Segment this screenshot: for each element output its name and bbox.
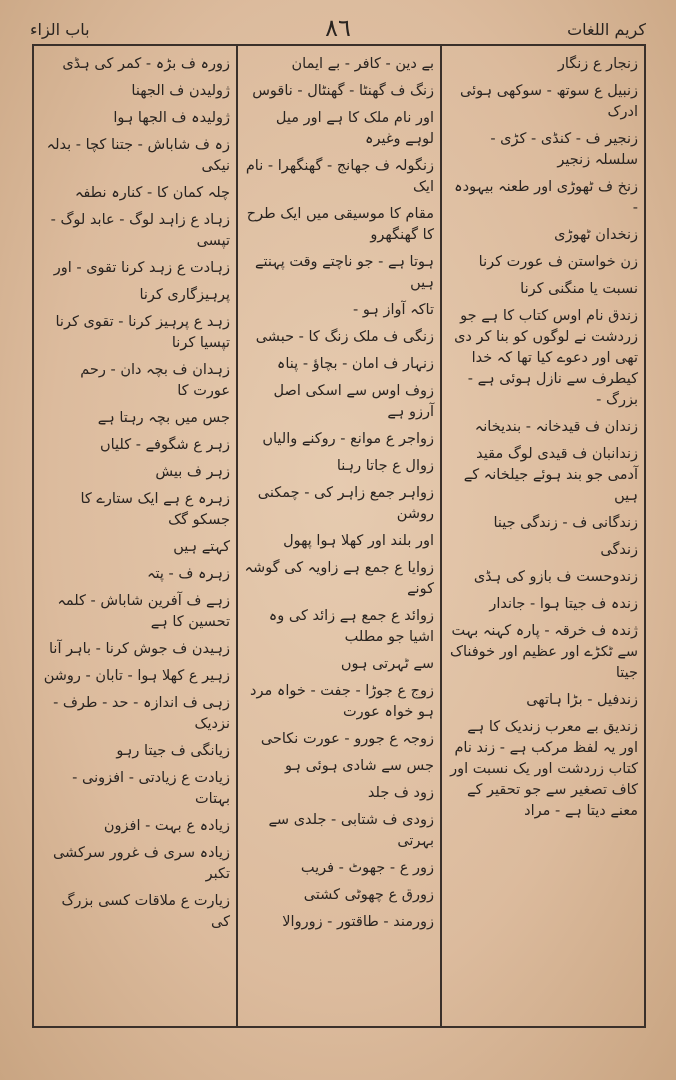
dictionary-entry: زنگ ف گھنٹا - گھنٹال - ناقوس xyxy=(252,83,434,99)
dictionary-entry: زود ف جلد xyxy=(367,785,434,801)
dictionary-entry: زہادت ع زہد کرنا تقوی - اور xyxy=(53,260,230,276)
dictionary-entry: زواجر ع موانع - روکنے والیاں xyxy=(262,431,434,447)
dictionary-entry: زیادت ع زیادتی - افزونی - بہتات xyxy=(72,770,230,807)
dictionary-entry: ہوتا ہے - جو ناچتے وقت پہنتے ہیں xyxy=(254,254,434,291)
dictionary-entry: اور نام ملک کا ہے اور میل لوہے وغیرہ xyxy=(275,110,434,147)
dictionary-entry: زندیق بے معرب زندیک کا ہے اور یہ لفظ مرکب ہے - زند نام کتاب زردشت اور یک نسبت اور کاف تصغیر سے جو تحقیر کے معنے دیتا ہے - مراد xyxy=(450,719,638,819)
dictionary-entry: زہیر ع کھلا ہوا - تابان - روشن xyxy=(43,668,230,684)
dictionary-entry: زودی ف شتابی - جلدی سے بہرتی xyxy=(268,812,434,849)
dictionary-entry: زہر ف بیش xyxy=(155,464,230,480)
dictionary-entry: زوائد ع جمع ہے زائد کی وہ اشیا جو مطلب xyxy=(268,608,434,645)
running-head xyxy=(30,14,646,44)
dictionary-entry: زنگولہ ف جھانج - گھنگھرا - نام ایک xyxy=(245,158,434,195)
dictionary-entry: زہے ف آفرین شاباش - کلمہ تحسین کا ہے xyxy=(57,593,230,630)
dictionary-entry: زندفیل - بڑا ہاتھی xyxy=(526,692,638,708)
dictionary-entry: زندگانی ف - زندگی جینا xyxy=(493,515,638,531)
dictionary-entry: زوج ع جوڑا - جفت - خواہ مرد ہو خواہ عورت xyxy=(250,683,434,720)
dictionary-entry: زندق نام اوس کتاب کا ہے جو زردشت نے لوگوں کو بنا کر دی تھی اور دعوے کیا تھا کہ خدا کیطرف سے نازل ہوئی ہے - بزرگ - xyxy=(454,308,638,408)
dictionary-entry: زیادہ سری ف غرور سرکشی تکبر xyxy=(52,845,230,882)
column-middle xyxy=(238,54,440,1020)
dictionary-entry: زنبیل ع سوتھ - سوکھی ہوئی ادرک xyxy=(460,83,638,120)
dictionary-entry: زندان ف قیدخانہ - بندیخانہ xyxy=(474,419,638,435)
dictionary-entry: زوال ع جاتا رہنا xyxy=(336,458,434,474)
dictionary-entry: بے دین - کافر - بے ایمان xyxy=(291,56,434,72)
dictionary-entry: زوجہ ع جورو - عورت نکاحی xyxy=(260,731,434,747)
dictionary-entry: زیادہ ع بہت - افزون xyxy=(103,818,230,834)
dictionary-entry: زیارت ع ملاقات کسی بزرگ کی xyxy=(61,893,230,930)
dictionary-entry: زوایا ع جمع ہے زاویہ کی گوشہ کونے xyxy=(244,560,434,597)
dictionary-entry: زندانبان ف قیدی لوگ مقید آدمی جو بند ہوئے جیلخانہ کے ہیں xyxy=(463,446,638,504)
dictionary-entry: نسبت یا منگنی کرنا xyxy=(520,281,638,297)
dictionary-entry: زنخ ف ٹھوڑی اور طعنہ بیہودہ - xyxy=(454,179,638,216)
dictionary-entry: زور ع - جھوٹ - فریب xyxy=(300,860,434,876)
dictionary-entry: زندگی xyxy=(600,542,638,558)
dictionary-entry: زنخدان ٹھوڑی xyxy=(554,227,638,243)
dictionary-entry: تاکہ آواز ہو - xyxy=(353,302,434,318)
dictionary-entry: جس میں بچہ رہتا ہے xyxy=(97,410,230,426)
dictionary-entry: زہی ف اندازہ - حد - طرف - نزدیک xyxy=(53,695,230,732)
dictionary-entry: اور بلند اور کھلا ہوا پھول xyxy=(283,533,434,549)
dictionary-entry: ژولیدن ف الجھنا xyxy=(131,83,230,99)
dictionary-entry: زنگی ف ملک زنگ کا - حبشی xyxy=(255,329,434,345)
dictionary-entry: زورمند - طاقتور - زوروالا xyxy=(282,914,434,930)
dictionary-entry: زورق ع چھوٹی کشتی xyxy=(303,887,434,903)
dictionary-entry: زہرہ ف - پتہ xyxy=(147,566,230,582)
page-number: ۸٦ xyxy=(325,14,351,42)
dictionary-entry: زہر ع شگوفے - کلیاں xyxy=(99,437,230,453)
dictionary-entry: زوف اوس سے اسکی اصل آرزو ہے xyxy=(273,383,434,420)
dictionary-entry: زواہر جمع زاہر کی - چمکنی روشن xyxy=(257,485,434,522)
column-left xyxy=(34,54,236,1020)
dictionary-entry: چلہ کمان کا - کنارہ نطفہ xyxy=(74,185,230,201)
dictionary-entry: زندوحست ف بازو کی ہڈی xyxy=(473,569,638,585)
book-title: کریم اللغات xyxy=(567,20,646,39)
dictionary-entry: زہیدن ف جوش کرنا - باہر آنا xyxy=(49,641,230,657)
dictionary-entry: پرہیزگاری کرنا xyxy=(139,287,230,303)
column-right xyxy=(442,54,644,1020)
dictionary-entry: زنجیر ف - کنڈی - کڑی - سلسلہ زنجیر xyxy=(490,131,638,168)
dictionary-entry: مقام کا موسیقی میں ایک طرح کا گھنگھرو xyxy=(246,206,434,243)
section-heading: باب الزاء xyxy=(30,20,90,39)
dictionary-entry: زنہار ف امان - بچاؤ - پناہ xyxy=(276,356,434,372)
dictionary-entry: زیانگی ف جیتا رہو xyxy=(116,743,230,759)
dictionary-entry: زنجار ع زنگار xyxy=(557,56,638,72)
dictionary-entry: جس سے شادی ہوئی ہو xyxy=(284,758,434,774)
dictionary-entry: کہتے ہیں xyxy=(173,539,230,555)
dictionary-entry: زندہ ف جیتا ہوا - جاندار xyxy=(489,596,638,612)
dictionary-entry: زہرہ ع ہے ایک ستارے کا جسکو گک xyxy=(80,491,230,528)
dictionary-entry: زہد ع پرہیز کرنا - تقوی کرنا تپسیا کرنا xyxy=(55,314,230,351)
dictionary-entry: ژولیدہ ف الجھا ہوا xyxy=(113,110,230,126)
dictionary-entry: سے ٹہرتی ہوں xyxy=(340,656,434,672)
dictionary-entry: زورہ ف بڑہ - کمر کی ہڈی xyxy=(62,56,230,72)
dictionary-entry: زہ ف شاباش - جتنا کچا - بدلہ نیکی xyxy=(46,137,230,174)
dictionary-entry: زہدان ف بچہ دان - رحم عورت کا xyxy=(80,362,230,399)
dictionary-entry: ژندہ ف خرقہ - پارہ کہنہ بہت سے ٹکڑے اور عظیم اور خوفناک جیتا xyxy=(449,623,638,681)
dictionary-entry: زن خواستن ف عورت کرنا xyxy=(478,254,638,270)
dictionary-entry: زہاد ع زاہد لوگ - عابد لوگ - تپسی xyxy=(50,212,230,249)
